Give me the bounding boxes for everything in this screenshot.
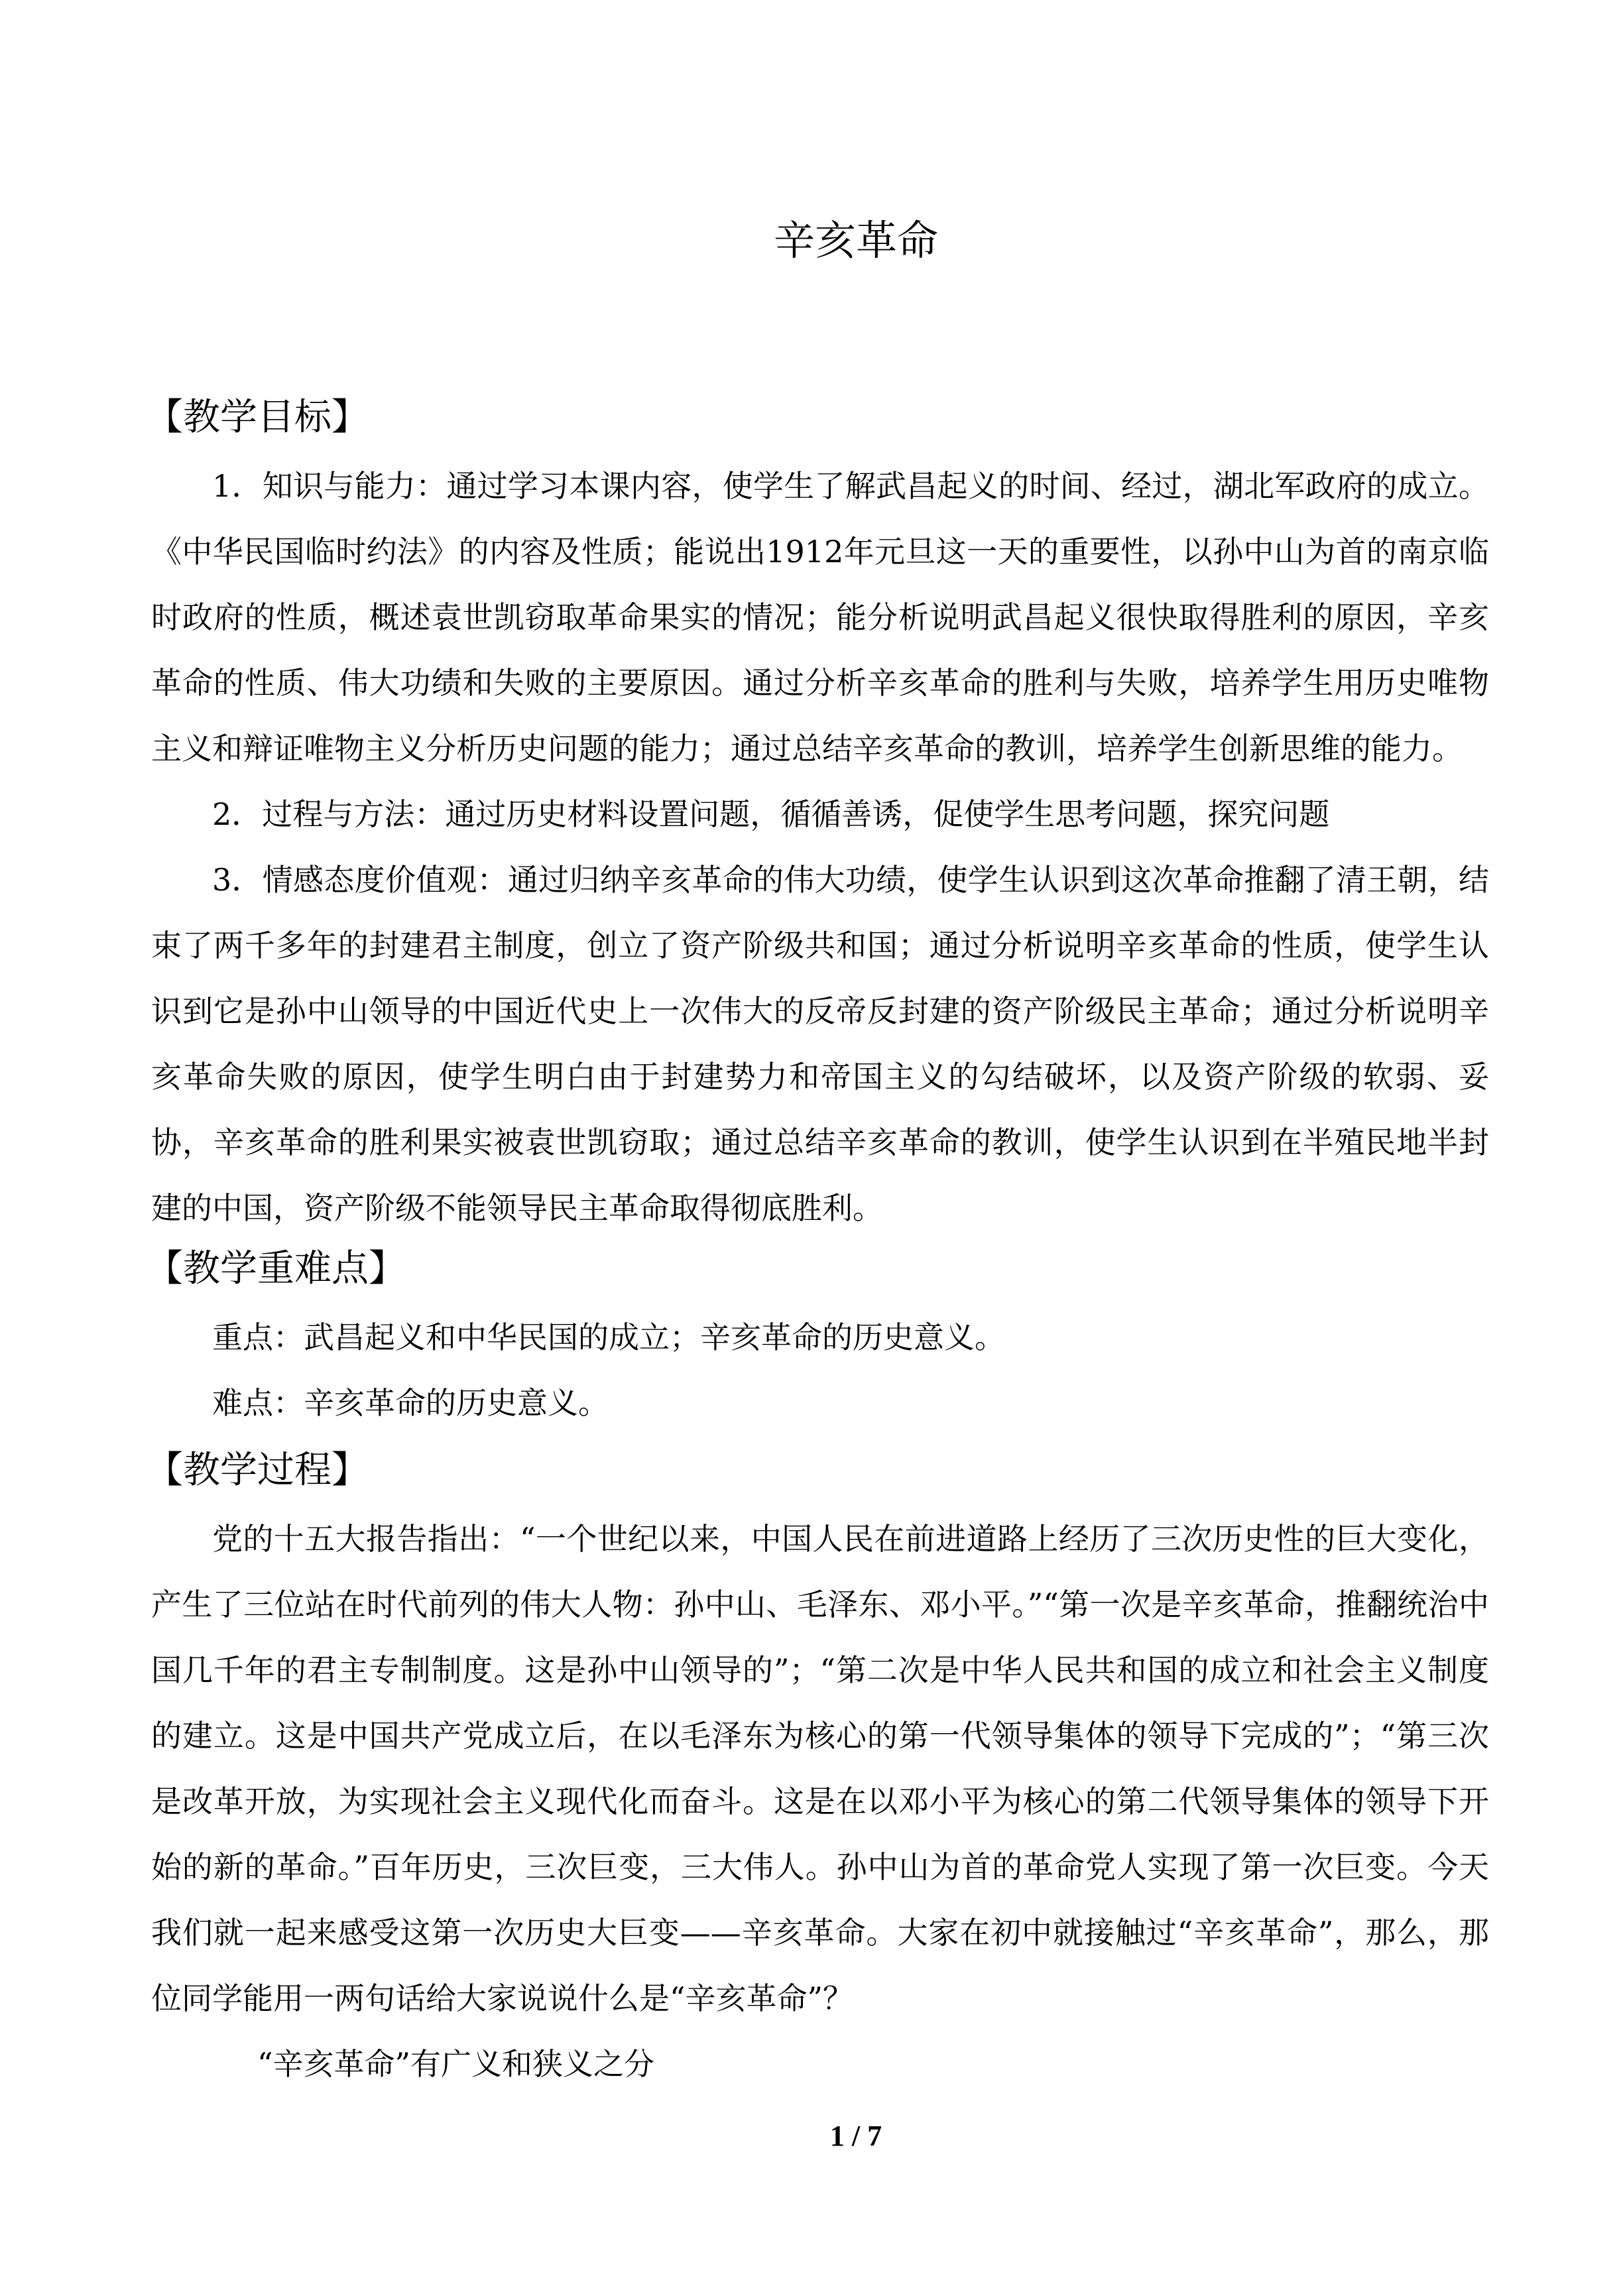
document-title: 辛亥革命 (773, 216, 938, 265)
section-heading-process: 【教学过程】 (146, 1449, 369, 1492)
section-difficulties (146, 1236, 1489, 1436)
objective-values-paragraph: 3．情感态度价值观：通过归纳辛亥革命的伟大功绩，使学生认识到这次革命推翻了清王朝，结束了两千多年的封建君主制度，创立了资产阶级共和国；通过分析说明辛亥革命的性质，使学生认识到它是孙中山领导的中国近代史上一次伟大的反帝反封建的资产阶级民主革命；通过分析说明辛亥革命失败的原因，使学生明白由于封建势力和帝国主义的勾结破坏，以及资产阶级的软弱、妥协，辛亥革命的胜利果实被袁世凯窃取；通过总结辛亥革命的教训，使学生认识到在半殖民地半封建的中国，资产阶级不能领导民主革命取得彻底胜利。 (151, 862, 1489, 1226)
difficult-point-paragraph: 难点：辛亥革命的历史意义。 (212, 1385, 609, 1421)
section-process (146, 1437, 1489, 2097)
section-objectives (146, 385, 1489, 1241)
objective-process-paragraph: 2．过程与方法：通过历史材料设置问题，循循善诱，促使学生思考问题，探究问题 (212, 796, 1330, 832)
document-body (146, 385, 1489, 2097)
section-heading-objectives: 【教学目标】 (146, 396, 369, 439)
section-heading-difficulties: 【教学重难点】 (146, 1247, 406, 1290)
process-intro-paragraph: 党的十五大报告指出：“一个世纪以来，中国人民在前进道路上经历了三次历史性的巨大变化，产生了三位站在时代前列的伟大人物：孙中山、毛泽东、邓小平。”“第一次是辛亥革命，推翻统治中国几千年的君主专制制度。这是孙中山领导的”；“第二次是中华人民共和国的成立和社会主义制度的建立。这是中国共产党成立后，在以毛泽东为核心的第一代领导集体的领导下完成的”；“第三次是改革开放，为实现社会主义现代化而奋斗。这是在以邓小平为核心的第二代领导集体的领导下开始的新的革命。”百年历史，三次巨变，三大伟人。孙中山为首的革命党人实现了第一次巨变。今天我们就一起来感受这第一次历史大巨变——辛亥革命。大家在初中就接触过“辛亥革命”，那么，那位同学能用一两句话给大家说说什么是“辛亥革命”？ (151, 1521, 1489, 2016)
key-point-paragraph: 重点：武昌起义和中华民国的成立；辛亥革命的历史意义。 (212, 1319, 1005, 1355)
process-note-paragraph: “辛亥革命”有广义和狭义之分 (257, 2046, 655, 2082)
objective-knowledge-paragraph: 1．知识与能力：通过学习本课内容，使学生了解武昌起义的时间、经过，湖北军政府的成立。《中华民国临时约法》的内容及性质；能说出1912年元旦这一天的重要性，以孙中山为首的南京临时政府的性质，概述袁世凯窃取革命果实的情况；能分析说明武昌起义很快取得胜利的原因，辛亥革命的性质、伟大功绩和失败的主要原因。通过分析辛亥革命的胜利与失败，培养学生用历史唯物主义和辩证唯物主义分析历史问题的能力；通过总结辛亥革命的教训，培养学生创新思维的能力。 (151, 468, 1489, 766)
page-number: 1 / 7 (829, 2120, 882, 2152)
